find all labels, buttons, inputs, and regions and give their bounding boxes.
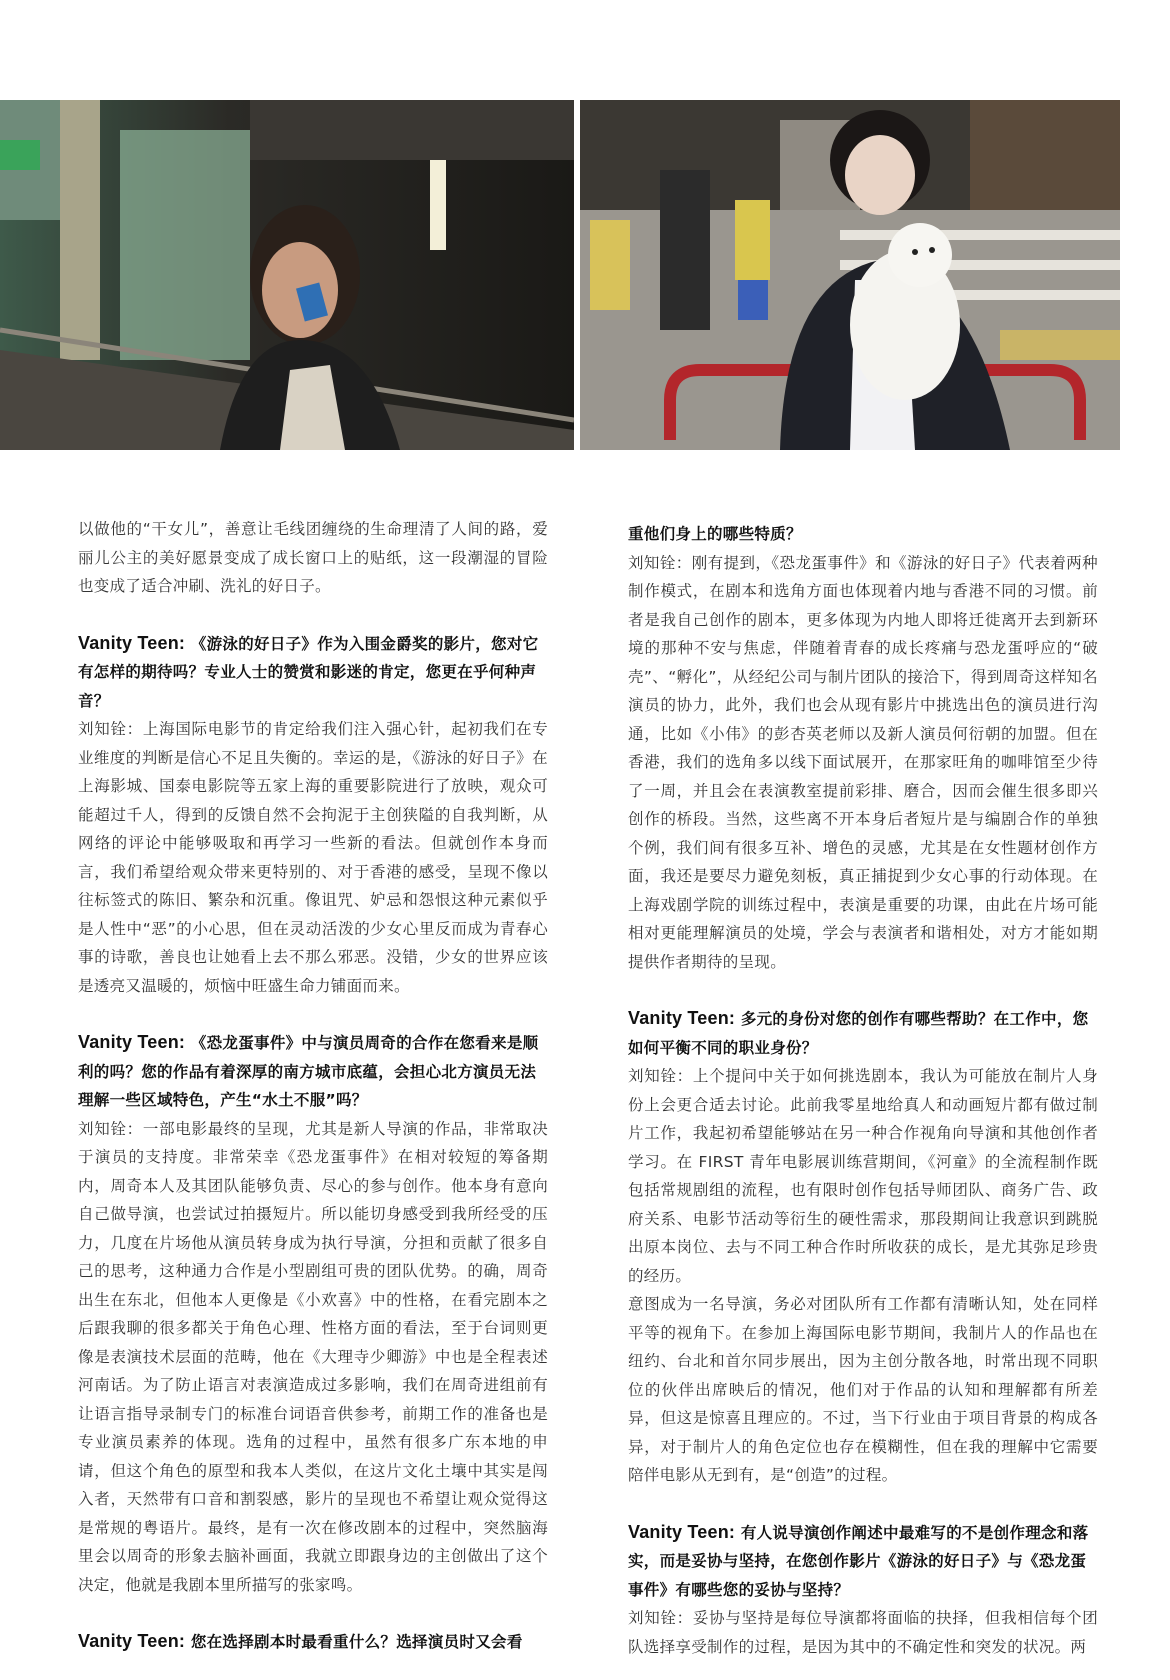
question-text: 多元的身份对您的创作有哪些帮助？在工作中，您如何平衡不同的职业身份？	[628, 1010, 1089, 1057]
photo-girl-holding-white-dog-street-icon	[580, 100, 1120, 450]
answer-5: 刘知铨：妥协与坚持是每位导演都将面临的抉择，但我相信每个团队选择享受制作的过程，是因为其中的不确定性和突发的状况。两	[628, 1609, 1098, 1656]
vanity-teen-label: Vanity Teen:	[78, 1032, 186, 1052]
vanity-teen-label: Vanity Teen:	[628, 1521, 736, 1542]
question-text: 有人说导演创作阐述中最难写的不是创作理念和落实，而是妥协与坚持，在您创作影片《游泳的好日子》与《恐龙蛋事件》有哪些您的妥协与坚持？	[628, 1523, 1089, 1599]
question-3-continued: 重他们身上的哪些特质？	[628, 525, 802, 543]
question-text: 《恐龙蛋事件》中与演员周奇的合作在您看来是顺利的吗？您的作品有着深厚的南方城市底蕴，会担心北方演员无法理解一些区域特色，产生“水土不服”吗？	[78, 1034, 539, 1109]
answer-1: 刘知铨：上海国际电影节的肯定给我们注入强心针，起初我们在专业维度的判断是信心不足且失衡的。幸运的是，《游泳的好日子》在上海影城、国泰电影院等五家上海的重要影院进行了放映，观众可能超过千人，得到的反馈自然不会拘泥于主创狭隘的自我判断，从网络的评论中能够吸取和再学习一些新的看法。但就创作本身而言，我们希望给观众带来更特别的、对于香港的感受，呈现不像以往标签式的陈旧、繁杂和沉重。像诅咒、妒忌和怨恨这种元素似乎是人性中“恶”的小心思，但在灵动活泼的少女心里反而成为青春心事的诗歌，善良也让她看上去不那么邪恶。没错，少女的世界应该是透亮又温暖的，烦恼中旺盛生命力铺面而来。	[78, 720, 548, 995]
question-4	[628, 1004, 1098, 1062]
vanity-teen-label: Vanity Teen:	[78, 632, 186, 653]
vanity-teen-label: Vanity Teen:	[628, 1008, 736, 1028]
answer-4-part-1: 刘知铨：上个提问中关于如何挑选剧本，我认为可能放在制片人身份上会更合适去讨论。此前我零星地给真人和动画短片都有做过制片工作，我起初希望能够站在另一种合作视角向导演和其他创作者学习。在 FIRST 青年电影展训练营期间，《河童》的全流程制作既包括常规剧组的流程，也有限时创作包括导师团队、商务广告、政府关系、电影节活动等衍生的硬性需求，那段期间让我意识到跳脱出原本岗位、去与不同工种合作时所收获的成长，是尤其弥足珍贵的经历。	[628, 1067, 1098, 1285]
answer-2: 刘知铨：一部电影最终的呈现，尤其是新人导演的作品，非常取决于演员的支持度。非常荣幸《恐龙蛋事件》在相对较短的筹备期内，周奇本人及其团队能够负责、尽心的参与创作。他本身有意向自己做导演，也尝试过拍摄短片。所以能切身感受到我所经受的压力，几度在片场他从演员转身成为执行导演，分担和贡献了很多自己的思考，这种通力合作是小型剧组可贵的团队优势。的确，周奇出生在东北，但他本人更像是《小欢喜》中的性格，在看完剧本之后跟我聊的很多都关于角色心理、性格方面的看法，至于台词则更像是表演技术层面的范畴，他在《大理寺少卿游》中也是全程表述河南话。为了防止语言对表演造成过多影响，我们在周奇进组前有让语言指导录制专门的标准台词语音供参考，前期工作的准备也是专业演员素养的体现。选角的过程中，虽然有很多广东本地的申请，但这个角色的原型和我本人类似，在这片文化土壤中其实是闯入者，天然带有口音和割裂感，影片的呈现也不希望让观众觉得这是常规的粤语片。最终，是有一次在修改剧本的过程中，突然脑海里会以周奇的形象去脑补画面，我就立即跟身边的主创做出了这个决定，他就是我剧本里所描写的张家鸣。	[78, 1119, 548, 1594]
intro-paragraph: 以做他的“干女儿”，善意让毛线团缠绕的生命理清了人间的路，爱丽儿公主的美好愿景变成了成长窗口上的贴纸，这一段潮湿的冒险也变成了适合冲刷、洗礼的好日子。	[78, 520, 548, 595]
question-3	[78, 1627, 548, 1657]
question-text: 您在选择剧本时最看重什么？选择演员时又会看	[190, 1633, 523, 1651]
answer-4-part-2: 意图成为一名导演，务必对团队所有工作都有清晰认知，处在同样平等的视角下。在参加上海国际电影节期间，我制片人的作品也在纽约、台北和首尔同步展出，因为主创分散各地，时常出现不同职位的伙伴出席映后的情况，他们对于作品的认知和理解都有所差异，但这是惊喜且理应的。不过，当下行业由于项目背景的构成各异，对于制片人的角色定位也存在模糊性，但在我的理解中它需要陪伴电影从无到有，是“创造”的过程。	[628, 1295, 1098, 1484]
photo-girl-drinking-escalator-icon	[0, 100, 574, 450]
answer-3: 刘知铨：刚有提到，《恐龙蛋事件》和《游泳的好日子》代表着两种制作模式，在剧本和选角方面也体现着内地与香港不同的习惯。前者是我自己创作的剧本，更多体现为内地人即将迁徙离开去到新环境的那种不安与焦虑，伴随着青春的成长疼痛与恐龙蛋呼应的“破壳”、“孵化”，从经纪公司与制片团队的接洽下，得到周奇这样知名演员的协力，此外，我们也会从现有影片中挑选出色的演员进行沟通，比如《小伟》的彭杏英老师以及新人演员何衍朝的加盟。但在香港，我们的选角多以线下面试展开，在那家旺角的咖啡馆至少待了一周，并且会在表演教室提前彩排、磨合，因而会催生很多即兴创作的桥段。当然，这些离不开本身后者短片是与编剧合作的单独个例，我们间有很多互补、增色的灵感，尤其是在女性题材创作方面，我还是要尽力避免刻板，真正捕捉到少女心事的行动体现。在上海戏剧学院的训练过程中，表演是重要的功课，由此在片场可能相对更能理解演员的处境，学会与表演者和谐相处，对方才能如期提供作者期待的呈现。	[628, 553, 1098, 971]
question-2	[78, 1028, 548, 1115]
photo-left	[0, 100, 574, 450]
question-1	[78, 629, 548, 716]
article-left-column	[78, 515, 548, 1657]
question-text: 《游泳的好日子》作为入围金爵奖的影片，您对它有怎样的期待吗？专业人士的赞赏和影迷的肯定，您更在乎何种声音？	[78, 634, 539, 710]
article-right-column	[628, 520, 1098, 1661]
vanity-teen-label: Vanity Teen:	[78, 1631, 186, 1651]
question-5	[628, 1518, 1098, 1605]
photo-right	[580, 100, 1120, 450]
